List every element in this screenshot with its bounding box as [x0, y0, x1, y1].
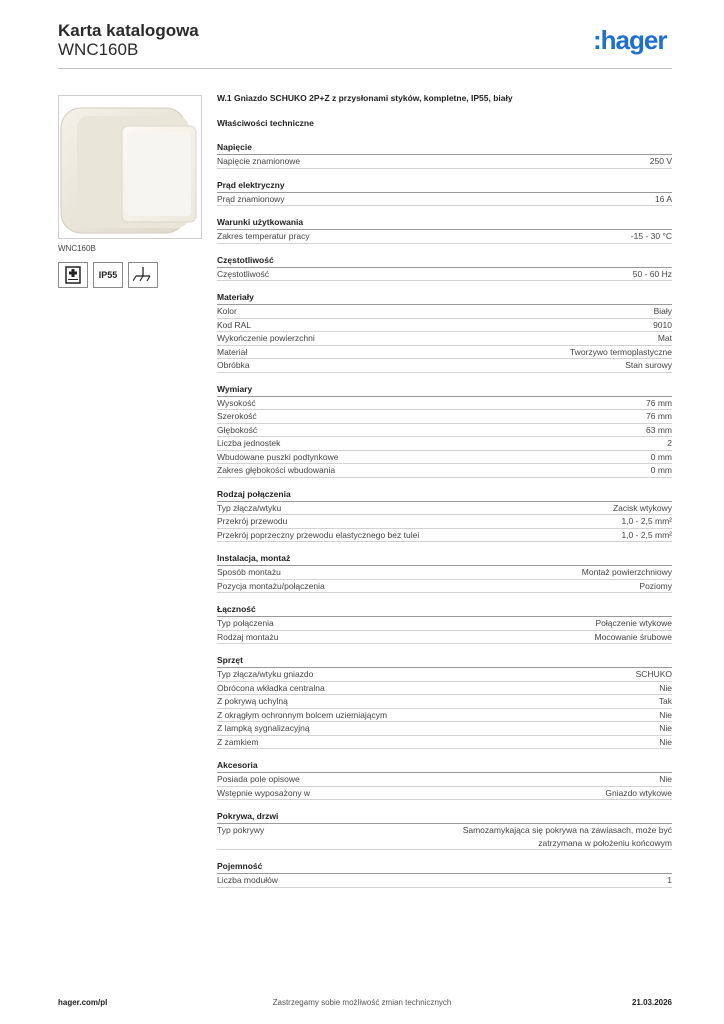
spec-row [217, 722, 672, 736]
spec-value: Mat [657, 333, 672, 343]
spec-value: 0 mm [650, 451, 672, 462]
spec-value: -15 - 30 °C [630, 231, 672, 241]
spec-value: 1,0 - 2,5 mm² [621, 529, 672, 540]
spec-group-title: Pokrywa, drzwi [217, 809, 672, 824]
product-photo [58, 95, 202, 239]
spec-row [217, 566, 672, 580]
product-title: W.1 Gniazdo SCHUKO 2P+Z z przysłonami styków, kompletne, IP55, biały [217, 93, 513, 103]
spec-value: Połączenie wtykowe [595, 618, 672, 628]
spec-value: Nie [659, 709, 672, 720]
spec-label: Prąd znamionowy [217, 193, 285, 204]
spec-group [217, 382, 672, 478]
spec-label: Rodzaj montażu [217, 631, 279, 642]
spec-value: 16 A [654, 193, 672, 204]
spec-label: Głębokość [217, 424, 258, 435]
specification-panel [217, 92, 672, 897]
spec-label: Zakres głębokości wbudowania [217, 465, 336, 475]
spec-row [217, 193, 672, 207]
spec-value: 50 - 60 Hz [632, 268, 672, 279]
spec-row [217, 736, 672, 750]
spec-label: Obrócona wkładka centralna [217, 682, 325, 693]
spec-label: Z zamkiem [217, 736, 259, 747]
spec-group-title: Napięcie [217, 140, 672, 155]
spec-value: Samozamykająca się pokrywa na zawiasach, może być zatrzymana w położeniu końcowym [462, 825, 672, 848]
spec-row [217, 617, 672, 631]
logo-text: :hager [593, 27, 667, 55]
section-title: Właściwości techniczne [217, 118, 314, 128]
spec-label: Przekrój przewodu [217, 516, 288, 526]
spec-label: Materiał [217, 346, 248, 357]
spec-value: 1 [667, 875, 672, 885]
certification-badges [58, 262, 158, 288]
spec-label: Typ złącza/wtyku [217, 502, 282, 513]
spec-group [217, 178, 672, 207]
spec-row [217, 230, 672, 244]
spec-label: Typ złącza/wtyku gniazdo [217, 669, 314, 679]
spec-row [217, 824, 672, 850]
spec-label: Wykończenie powierzchni [217, 333, 315, 343]
spec-label: Typ połączenia [217, 618, 274, 628]
spec-label: Przekrój poprzeczny przewodu elastycznego bez tulei [217, 529, 420, 540]
ip55-badge: IP55 [93, 262, 123, 288]
spec-label: Z lampką sygnalizacyjną [217, 723, 310, 733]
double-insulation-icon [58, 262, 88, 288]
spec-row [217, 332, 672, 346]
spec-group [217, 809, 672, 850]
spec-group-title: Częstotliwość [217, 253, 672, 268]
spec-row [217, 502, 672, 516]
spec-group [217, 253, 672, 282]
spec-value: Nie [659, 774, 672, 784]
spec-group [217, 551, 672, 593]
document-title: Karta katalogowa [58, 21, 199, 40]
spec-row [217, 346, 672, 360]
spec-value: Poziomy [639, 580, 672, 591]
spec-row [217, 874, 672, 888]
footer-disclaimer: Zastrzegamy sobie możliwość zmian technicznych [272, 998, 452, 1007]
spec-row [217, 319, 672, 333]
spec-value: Tworzywo termoplastyczne [569, 346, 672, 357]
spec-group [217, 859, 672, 888]
spec-value: Gniazdo wtykowe [605, 787, 672, 798]
spec-label: Sposób montażu [217, 567, 281, 577]
spec-value: SCHUKO [635, 669, 672, 679]
spec-group-title: Materiały [217, 290, 672, 305]
spec-row [217, 155, 672, 169]
spec-row [217, 451, 672, 465]
spec-label: Pozycja montażu/połączenia [217, 580, 325, 591]
spec-value: Nie [659, 736, 672, 747]
spec-label: Wysokość [217, 397, 256, 408]
spec-row [217, 305, 672, 319]
spec-label: Kod RAL [217, 319, 252, 330]
spec-row [217, 410, 672, 424]
hager-logo [593, 27, 683, 57]
spec-group-title: Instalacja, montaż [217, 551, 672, 566]
spec-value: Stan surowy [625, 360, 672, 370]
spec-label: Wstępnie wyposażony w [217, 787, 311, 798]
spec-group-title: Akcesoria [217, 758, 672, 773]
spec-value: 2 [667, 438, 672, 448]
spec-label: Typ pokrywy [217, 825, 265, 835]
spec-group-title: Rodzaj połączenia [217, 487, 672, 502]
spec-row [217, 709, 672, 723]
spec-group [217, 215, 672, 244]
spec-group [217, 290, 672, 373]
spec-label: Posiada pole opisowe [217, 774, 300, 784]
earthing-symbol-icon [128, 262, 158, 288]
spec-group [217, 140, 672, 169]
spec-row [217, 773, 672, 787]
spec-label: Szerokość [217, 411, 257, 421]
spec-value: Mocowanie śrubowe [594, 631, 672, 642]
footer-website: hager.com/pl [58, 998, 108, 1007]
spec-value: Zacisk wtykowy [612, 502, 672, 513]
spec-row [217, 464, 672, 478]
spec-value: Nie [659, 723, 672, 733]
spec-value: 76 mm [646, 397, 672, 408]
spec-row [217, 397, 672, 411]
spec-group-title: Łączność [217, 602, 672, 617]
spec-value: Nie [659, 682, 672, 693]
spec-row [217, 695, 672, 709]
spec-label: Liczba jednostek [217, 438, 281, 448]
spec-row [217, 787, 672, 801]
spec-row [217, 529, 672, 543]
spec-group [217, 758, 672, 800]
spec-value: 63 mm [646, 424, 672, 435]
spec-group [217, 487, 672, 543]
spec-value: Tak [658, 696, 672, 706]
spec-group [217, 602, 672, 644]
spec-label: Zakres temperatur pracy [217, 231, 310, 241]
spec-row [217, 268, 672, 282]
product-code: WNC160B [58, 40, 139, 59]
spec-row [217, 580, 672, 594]
footer-date: 21.03.2026 [631, 998, 672, 1007]
spec-label: Z okrągłym ochronnym bolcem uziemiającym [217, 709, 388, 720]
spec-group [217, 653, 672, 749]
specification-groups [217, 140, 672, 888]
spec-group-title: Warunki użytkowania [217, 215, 672, 230]
spec-label: Napięcie znamionowe [217, 156, 301, 166]
spec-row [217, 631, 672, 645]
spec-value: 1,0 - 2,5 mm² [621, 516, 672, 526]
spec-label: Częstotliwość [217, 268, 269, 279]
spec-label: Liczba modułów [217, 875, 278, 885]
spec-label: Z pokrywą uchylną [217, 696, 288, 706]
spec-row [217, 682, 672, 696]
spec-value: 9010 [653, 319, 672, 330]
spec-row [217, 424, 672, 438]
spec-value: 0 mm [650, 465, 672, 475]
spec-group-title: Prąd elektryczny [217, 178, 672, 193]
spec-label: Obróbka [217, 360, 250, 370]
header-divider [58, 68, 672, 69]
spec-group-title: Pojemność [217, 859, 672, 874]
spec-label: Wbudowane puszki podtynkowe [217, 451, 339, 462]
spec-value: Montaż powierzchniowy [581, 567, 672, 577]
spec-value: Biały [653, 306, 672, 316]
spec-group-title: Sprzęt [217, 653, 672, 668]
spec-value: 76 mm [646, 411, 672, 421]
spec-row [217, 515, 672, 529]
spec-row [217, 359, 672, 373]
spec-row [217, 668, 672, 682]
spec-value: 250 V [649, 156, 672, 166]
spec-row [217, 437, 672, 451]
spec-group-title: Wymiary [217, 382, 672, 397]
spec-label: Kolor [217, 306, 237, 316]
photo-caption: WNC160B [58, 244, 96, 253]
